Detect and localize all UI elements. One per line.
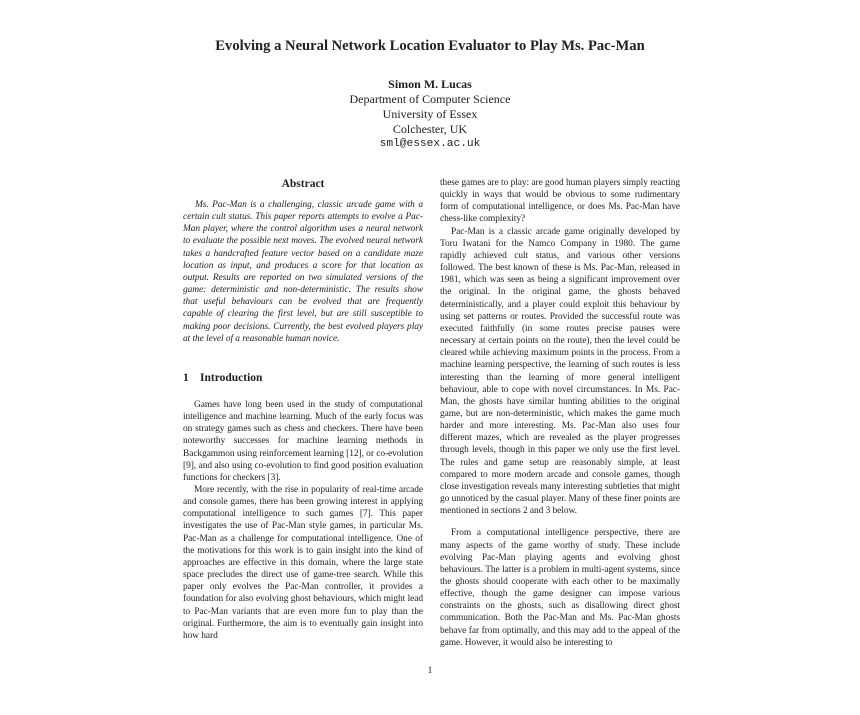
paragraph: Games have long been used in the study of computational intelligence and machine learning. Much of the early focus was on strategy games such as chess and checkers. There have been noteworthy successes for machine learning methods in Backgammon using reinforcement learning [12], or co-evolution [9], and also using co-evolution to find good position evaluation functions for checkers [3]. bbox=[183, 399, 423, 483]
section-heading-introduction bbox=[183, 371, 423, 385]
affiliation-department: Department of Computer Science bbox=[349, 92, 511, 106]
paper-header bbox=[0, 37, 860, 152]
author-email: sml@essex.ac.uk bbox=[379, 138, 481, 150]
left-column bbox=[183, 177, 423, 642]
author-name: Simon M. Lucas bbox=[388, 77, 472, 91]
section-number: 1 bbox=[183, 371, 189, 384]
paragraph-continuation: these games are to play: are good human players simply reacting quickly in ways that would be obvious to some rudimentary form of computational intelligence, or does Ms. Pac-Man have chess-like complexity? bbox=[440, 178, 680, 225]
paper-title: Evolving a Neural Network Location Evaluator to Play Ms. Pac-Man bbox=[215, 38, 645, 54]
abstract-body: Ms. Pac-Man is a challenging, classic arcade game with a certain cult status. This paper reports attempts to evolve a Pac-Man player, where the control algorithm uses a neural network to evaluate the possible next moves. The evolved neural network takes a handcrafted feature vector based on a candidate maze location as input, and produces a score for that location as output. Results are reported on two simulated versions of the game: deterministic and non-deterministic. The results show that useful behaviours can be evolved that are frequently capable of clearing the first level, but are still susceptible to making poor decisions. Currently, the best evolved players play at the level of a reasonable human novice. bbox=[183, 200, 423, 344]
paragraph: More recently, with the rise in popularity of real-time arcade and console games, there has been growing interest in applying computational intelligence to such games [7]. This paper investigates the use of Pac-Man style games, in particular Ms. Pac-Man as a challenge for computational intelligence. One of the motivations for this work is to gain insight into the kind of approaches are effective in this domain, where the large state space precludes the direct use of game-tree search. While this paper only evolves the Pac-Man controller, it provides a foundation for also evolving ghost behaviours, which might lead to Pac-Man variants that are even more fun to play than the original. Furthermore, the aim is to eventually gain insight into how hard bbox=[183, 484, 423, 641]
right-column bbox=[440, 177, 680, 649]
affiliation-university: University of Essex bbox=[382, 107, 478, 121]
page-number: 1 bbox=[427, 666, 433, 676]
section-title: Introduction bbox=[200, 371, 263, 384]
paragraph: From a computational intelligence perspective, there are many aspects of the game worthy of study. These include evolving Pac-Man playing agents and evolving ghost behaviours. The latter is a problem in multi-agent systems, since the ghosts should cooperate with each other to be maximally effective, though the game designer can impose various constraints on the ghosts, such as disallowing direct ghost communication. Both the Pac-Man and Ms. Pac-Man ghosts behave far from optimally, and this may add to the appeal of the game. However, it would also be interesting to bbox=[440, 528, 680, 648]
affiliation-location: Colchester, UK bbox=[392, 122, 468, 136]
abstract-heading: Abstract bbox=[281, 178, 325, 190]
paragraph: Pac-Man is a classic arcade game originally developed by Toru Iwatani for the Namco Company in 1980. The game rapidly achieved cult status, and various other versions followed. The best known of these is Ms. Pac-Man, released in 1981, which was seen as being a significant improvement over the original. In the original game, the ghosts behaved deterministically, and a player could exploit this behaviour by using set patterns or routes. Provided the successful route was executed faithfully (in some routes precise pauses were necessary at certain points on the route), then the level could be cleared while achieving maximum points in the process. From a machine learning perspective, the learning of such routes is less interesting than the learning of more general intelligent behaviour, able to cope with novel circumstances. In Ms. Pac-Man, the ghosts have similar hunting abilities to the original game, but are non-deterministic, which makes the game much harder and more interesting. Ms. Pac-Man also uses four different mazes, which are revealed as the player progresses through levels, though in this paper we only use the first level. The rules and game setup are reasonably simple, at least compared to more modern arcade and console games, though close investigation reveals many interesting subtleties that might go unnoticed by the casual player. Many of these finer points are mentioned in sections 2 and 3 below. bbox=[440, 226, 680, 517]
